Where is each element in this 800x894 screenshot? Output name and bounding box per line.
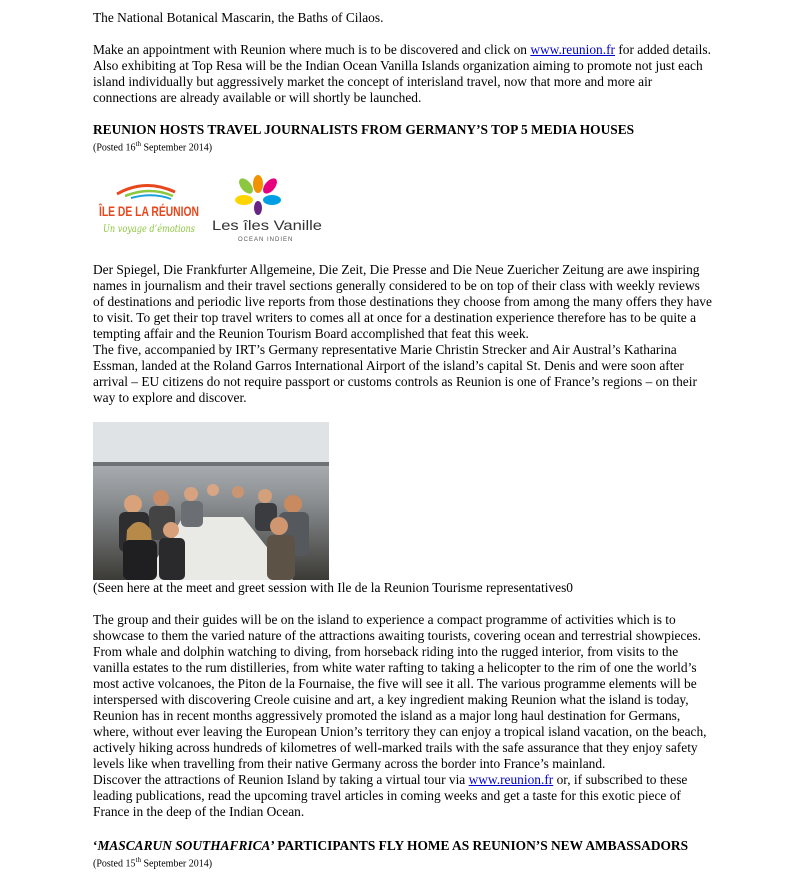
article2-posted-prefix: (Posted 15 bbox=[93, 858, 136, 870]
article1-paragraph-2: The five, accompanied by IRT’s Germany representative Marie Christin Strecker and Air Austral’s Katharina Essman, landed at the Roland Garros International Airport of the island’s capital St. Denis and were soon after arrival – EU citizens do not require passport or customs controls as Reunion is one of France’s regions – on their way to explore and discover. bbox=[93, 342, 697, 406]
article2-posted-date bbox=[93, 854, 713, 870]
article2-posted-suffix: September 2014) bbox=[140, 858, 213, 870]
article1-posted-date bbox=[93, 138, 713, 154]
group-photo-image bbox=[93, 422, 329, 580]
intro-text-after-link: for added details. Also exhibiting at Top Resa will be the Indian Ocean Vanilla Islands organization aiming to promote not just each island individually but aggressively market the concept of interisland travel, now that more and more air connections are already available or will shortly be launched. bbox=[93, 42, 711, 105]
reunion-link-2[interactable]: www.reunion.fr bbox=[468, 772, 554, 788]
vanille-logo-text: Les îles Vanille bbox=[212, 217, 323, 234]
reunion-logo bbox=[95, 180, 235, 240]
article2-title-italic: MASCARUN SOUTHAFRICA bbox=[97, 838, 271, 854]
vanille-logo-subtitle: OCEAN INDIEN bbox=[238, 237, 294, 244]
article1-title: REUNION HOSTS TRAVEL JOURNALISTS FROM GERMANY’S TOP 5 MEDIA HOUSES bbox=[93, 122, 635, 137]
article2-title-rest: ’ PARTICIPANTS FLY HOME AS REUNION’S NEW AMBASSADORS bbox=[270, 838, 689, 854]
article2-open-quote: ‘ bbox=[93, 838, 98, 854]
article1-posted-sup: th bbox=[135, 140, 141, 148]
intro-text-before-link: Make an appointment with Reunion where much is to be discovered and click on bbox=[93, 42, 531, 57]
article1-para4-before-link: Discover the attractions of Reunion Island by taking a virtual tour via bbox=[93, 772, 469, 788]
article1-posted-suffix: September 2014) bbox=[140, 142, 213, 154]
article1-paragraph-1: Der Spiegel, Die Frankfurter Allgemeine, Die Zeit, Die Presse and Die Neue Zuericher Zeitung are awe inspiring names in journalism and their travel sections generally considered to be on top of their class with weekly reviews of destinations and periodic live reports from those destinations they choose from among the many offers they have to visit. To get their top travel writers to comes all at once for a destination experience therefore has to be quite a tempting affair and the Reunion Tourism Board accomplished that feat this week. bbox=[93, 262, 712, 342]
article1-para4-after-link: or, if subscribed to these leading publications, read the upcoming travel articles in coming weeks and get a taste for this exotic piece of France in the deep of the Indian Ocean. bbox=[93, 772, 688, 820]
intro-line: The National Botanical Mascarin, the Baths of Cilaos. bbox=[93, 10, 384, 25]
article1-paragraph-4 bbox=[93, 772, 713, 820]
journalists-group-photo bbox=[93, 422, 329, 580]
article1-posted-prefix: (Posted 16 bbox=[93, 142, 136, 154]
article1-paragraph-3: The group and their guides will be on the island to experience a compact programme of activities which is to showcase to them the varied nature of the attractions awaiting tourists, covering ocean and terrestrial showpieces. From whale and dolphin watching to diving, from horseback riding into the rugged interior, from visits to the vanilla estates to the rum distilleries, from white water rafting to taking a helicopter to the rim of one the world’s most active volcanoes, the Piton de la Fournaise, the five will see it all. The various programme elements will be interspersed with discovering Creole cuisine and art, a key ingredient making Reunion what the island is today, Reunion has in recent months aggressively promoted the island as a major long haul destination for Germans, where, without ever leaving the European Union’s territory they can enjoy a tropical island vacation, on the beach, actively hiking across hundreds of kilometres of well-marked trails with the safe assurance that they enjoy safety levels like when travelling from their native Germany across the border into France’s mainland. bbox=[93, 612, 707, 772]
reunion-logo-text: ÎLE DE LA RÉUNION bbox=[99, 203, 235, 220]
logos-row bbox=[93, 172, 713, 252]
photo-caption: (Seen here at the meet and greet session with Ile de la Reunion Tourisme representatives0 bbox=[93, 580, 573, 596]
reunion-logo-tagline: Un voyage d’émotions bbox=[103, 224, 195, 236]
intro-paragraph bbox=[93, 42, 713, 106]
reunion-link-1[interactable]: www.reunion.fr bbox=[530, 42, 615, 57]
article2-posted-sup: th bbox=[135, 856, 141, 865]
article2-title bbox=[93, 838, 713, 854]
vanille-islands-logo bbox=[208, 172, 328, 247]
document-page bbox=[93, 10, 713, 871]
